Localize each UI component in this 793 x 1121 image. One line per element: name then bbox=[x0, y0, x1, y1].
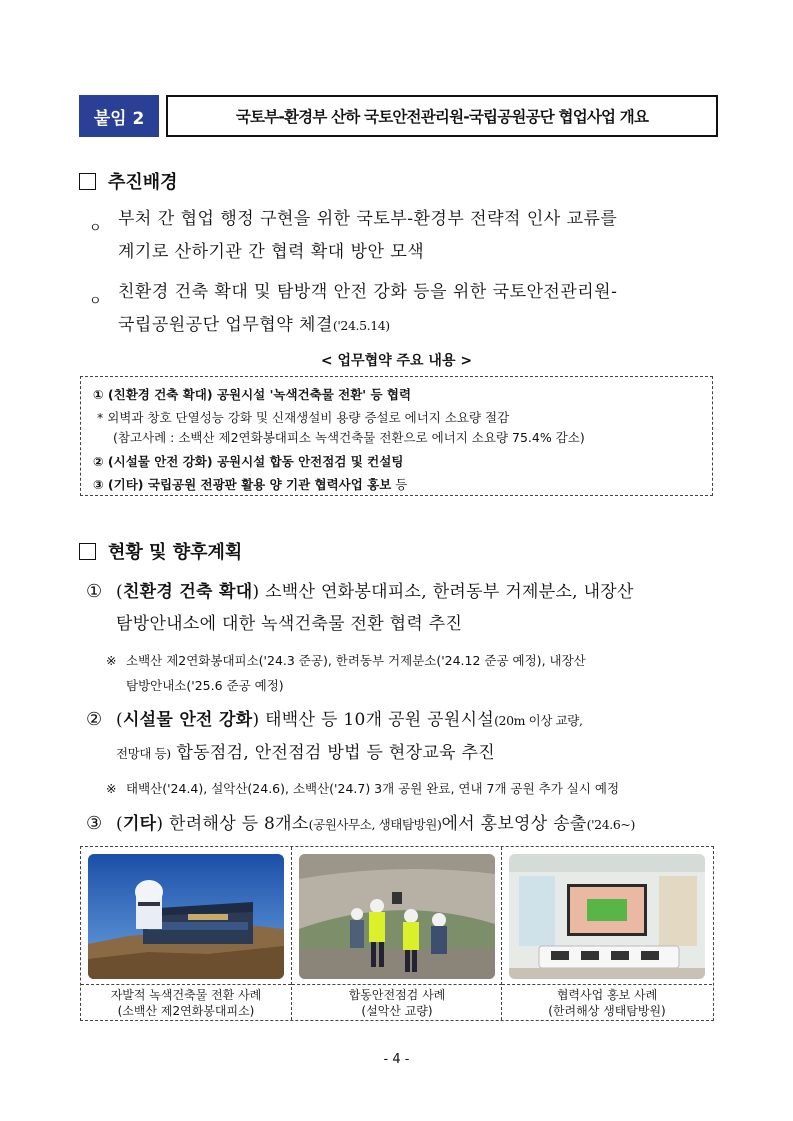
caption-line: (한려해상 생태탐방원) bbox=[548, 1004, 666, 1018]
note-line: 소백산 제2연화봉대피소('24.3 준공), 한려동부 거제분소('24.12 준공 예정), 내장산 bbox=[126, 653, 586, 668]
bullet-line: 부처 간 협업 행정 구현을 위한 국토부-환경부 전략적 인사 교류를 bbox=[118, 209, 618, 229]
item-line: 탐방안내소에 대한 녹색건축물 전환 협력 추진 bbox=[116, 614, 463, 634]
photo-caption bbox=[292, 984, 502, 1019]
item-number: ③ bbox=[86, 813, 103, 834]
photo-caption bbox=[81, 984, 291, 1019]
bullet-item bbox=[89, 203, 729, 269]
photo-cell bbox=[291, 847, 502, 1020]
attachment-header bbox=[79, 95, 718, 137]
caption-line: 협력사업 홍보 사례 bbox=[556, 988, 658, 1002]
item-line: (시설물 안전 강화) 태백산 등 10개 공원 공원시설(20m 이상 교량, bbox=[116, 710, 583, 730]
shelter-photo bbox=[88, 854, 284, 979]
agreement-example: (참고사례 : 소백산 제2연화봉대피소 녹색건축물 전환으로 에너지 소요량 75.4% 감소) bbox=[113, 430, 585, 445]
reference-mark: ※ bbox=[106, 781, 117, 796]
agreement-date: ('24.5.14) bbox=[332, 318, 390, 333]
plan-item-2 bbox=[86, 704, 726, 770]
item-number: ① bbox=[86, 581, 103, 602]
item-keyword: 기타 bbox=[122, 814, 157, 834]
item-line: (친환경 건축 확대) 소백산 연화봉대피소, 한려동부 거제분소, 내장산 bbox=[116, 582, 634, 602]
inspection-photo bbox=[299, 854, 495, 979]
photo-caption bbox=[502, 984, 712, 1019]
item-small-text: (20m 이상 교량, bbox=[494, 713, 583, 728]
note-line: 탐방안내소('25.6 준공 예정) bbox=[126, 678, 284, 693]
section-title: 추진배경 bbox=[108, 172, 178, 193]
caption-line: (설악산 교량) bbox=[361, 1004, 433, 1018]
checkbox-square-icon bbox=[79, 543, 96, 560]
document-title: 국토부-환경부 산하 국토안전관리원-국립공원공단 협업사업 개요 bbox=[166, 95, 718, 137]
agreement-item: ② (시설물 안전 강화) 공원시설 합동 안전점검 및 컨설팅 bbox=[93, 454, 404, 469]
item-small-text: (공원사무소, 생태탐방원) bbox=[308, 817, 442, 832]
agreement-item bbox=[93, 475, 407, 493]
bullet-text: 국립공원공단 업무협약 체결 bbox=[118, 315, 333, 335]
bullet-line: 친환경 건축 확대 및 탐방객 안전 강화 등을 위한 국토안전관리원- bbox=[118, 282, 618, 302]
item-text: 한려해상 등 8개소 bbox=[163, 814, 309, 834]
item-line: (기타) 한려해상 등 8개소(공원사무소, 생태탐방원)에서 홍보영상 송출('24.6~) bbox=[116, 814, 635, 834]
promotion-photo bbox=[509, 854, 705, 979]
bullet-line: 계기로 산하기관 간 협력 확대 방안 모색 bbox=[118, 242, 425, 262]
item-text: 에서 홍보영상 송출 bbox=[441, 814, 587, 834]
checkbox-square-icon bbox=[79, 173, 96, 190]
item-small-text: 전망대 등) bbox=[116, 746, 171, 761]
section-heading-status bbox=[79, 538, 242, 564]
page-number: - 4 - bbox=[383, 1052, 410, 1067]
item-keyword: 시설물 안전 강화 bbox=[122, 710, 253, 730]
reference-mark: ※ bbox=[106, 653, 117, 668]
plan-item-3 bbox=[86, 808, 726, 841]
agreement-item-tail: 등 bbox=[391, 477, 408, 492]
section-heading-background bbox=[79, 168, 178, 194]
agreement-item: ① (친환경 건축 확대) 공원시설 '녹색건축물 전환' 등 협력 bbox=[93, 387, 412, 402]
item-small-text: ('24.6~) bbox=[586, 817, 635, 832]
agreement-box-caption: < 업무협약 주요 내용 > bbox=[320, 353, 473, 369]
agreement-summary-box bbox=[80, 376, 713, 496]
item-number: ② bbox=[86, 709, 103, 730]
item-text: 소백산 연화봉대피소, 한려동부 거제분소, 내장산 bbox=[259, 582, 634, 602]
bullet-item bbox=[89, 276, 729, 342]
attachment-badge: 붙임 2 bbox=[79, 95, 159, 137]
item-note bbox=[106, 776, 721, 801]
caption-line: (소백산 제2연화봉대피소) bbox=[117, 1004, 255, 1018]
item-text: 태백산 등 10개 공원 공원시설 bbox=[259, 710, 495, 730]
note-line: 태백산('24.4), 설악산(24.6), 소백산('24.7) 3개 공원 완료, 연내 7개 공원 추가 실시 예정 bbox=[126, 781, 620, 796]
photo-table bbox=[80, 846, 714, 1021]
plan-item-1 bbox=[86, 576, 726, 640]
bullet-line bbox=[89, 309, 729, 342]
photo-cell bbox=[81, 847, 291, 1020]
circle-bullet-icon: ㅇ bbox=[89, 221, 102, 236]
agreement-note: * 외벽과 창호 단열성능 강화 및 신재생설비 용량 증설로 에너지 소요량 절감 bbox=[97, 410, 510, 425]
item-keyword: 친환경 건축 확대 bbox=[122, 582, 253, 602]
item-text: 합동점검, 안전점검 방법 등 현장교육 추진 bbox=[170, 743, 495, 763]
caption-line: 자발적 녹색건축물 전환 사례 bbox=[110, 988, 262, 1002]
photo-cell bbox=[501, 847, 712, 1020]
section-title: 현황 및 향후계획 bbox=[108, 542, 243, 563]
caption-line: 합동안전점검 사례 bbox=[348, 988, 446, 1002]
agreement-item-text: ③ (기타) 국립공원 전광판 활용 양 기관 협력사업 홍보 bbox=[93, 477, 392, 492]
item-line bbox=[86, 737, 726, 770]
circle-bullet-icon: ㅇ bbox=[89, 294, 102, 309]
item-note bbox=[106, 648, 721, 698]
